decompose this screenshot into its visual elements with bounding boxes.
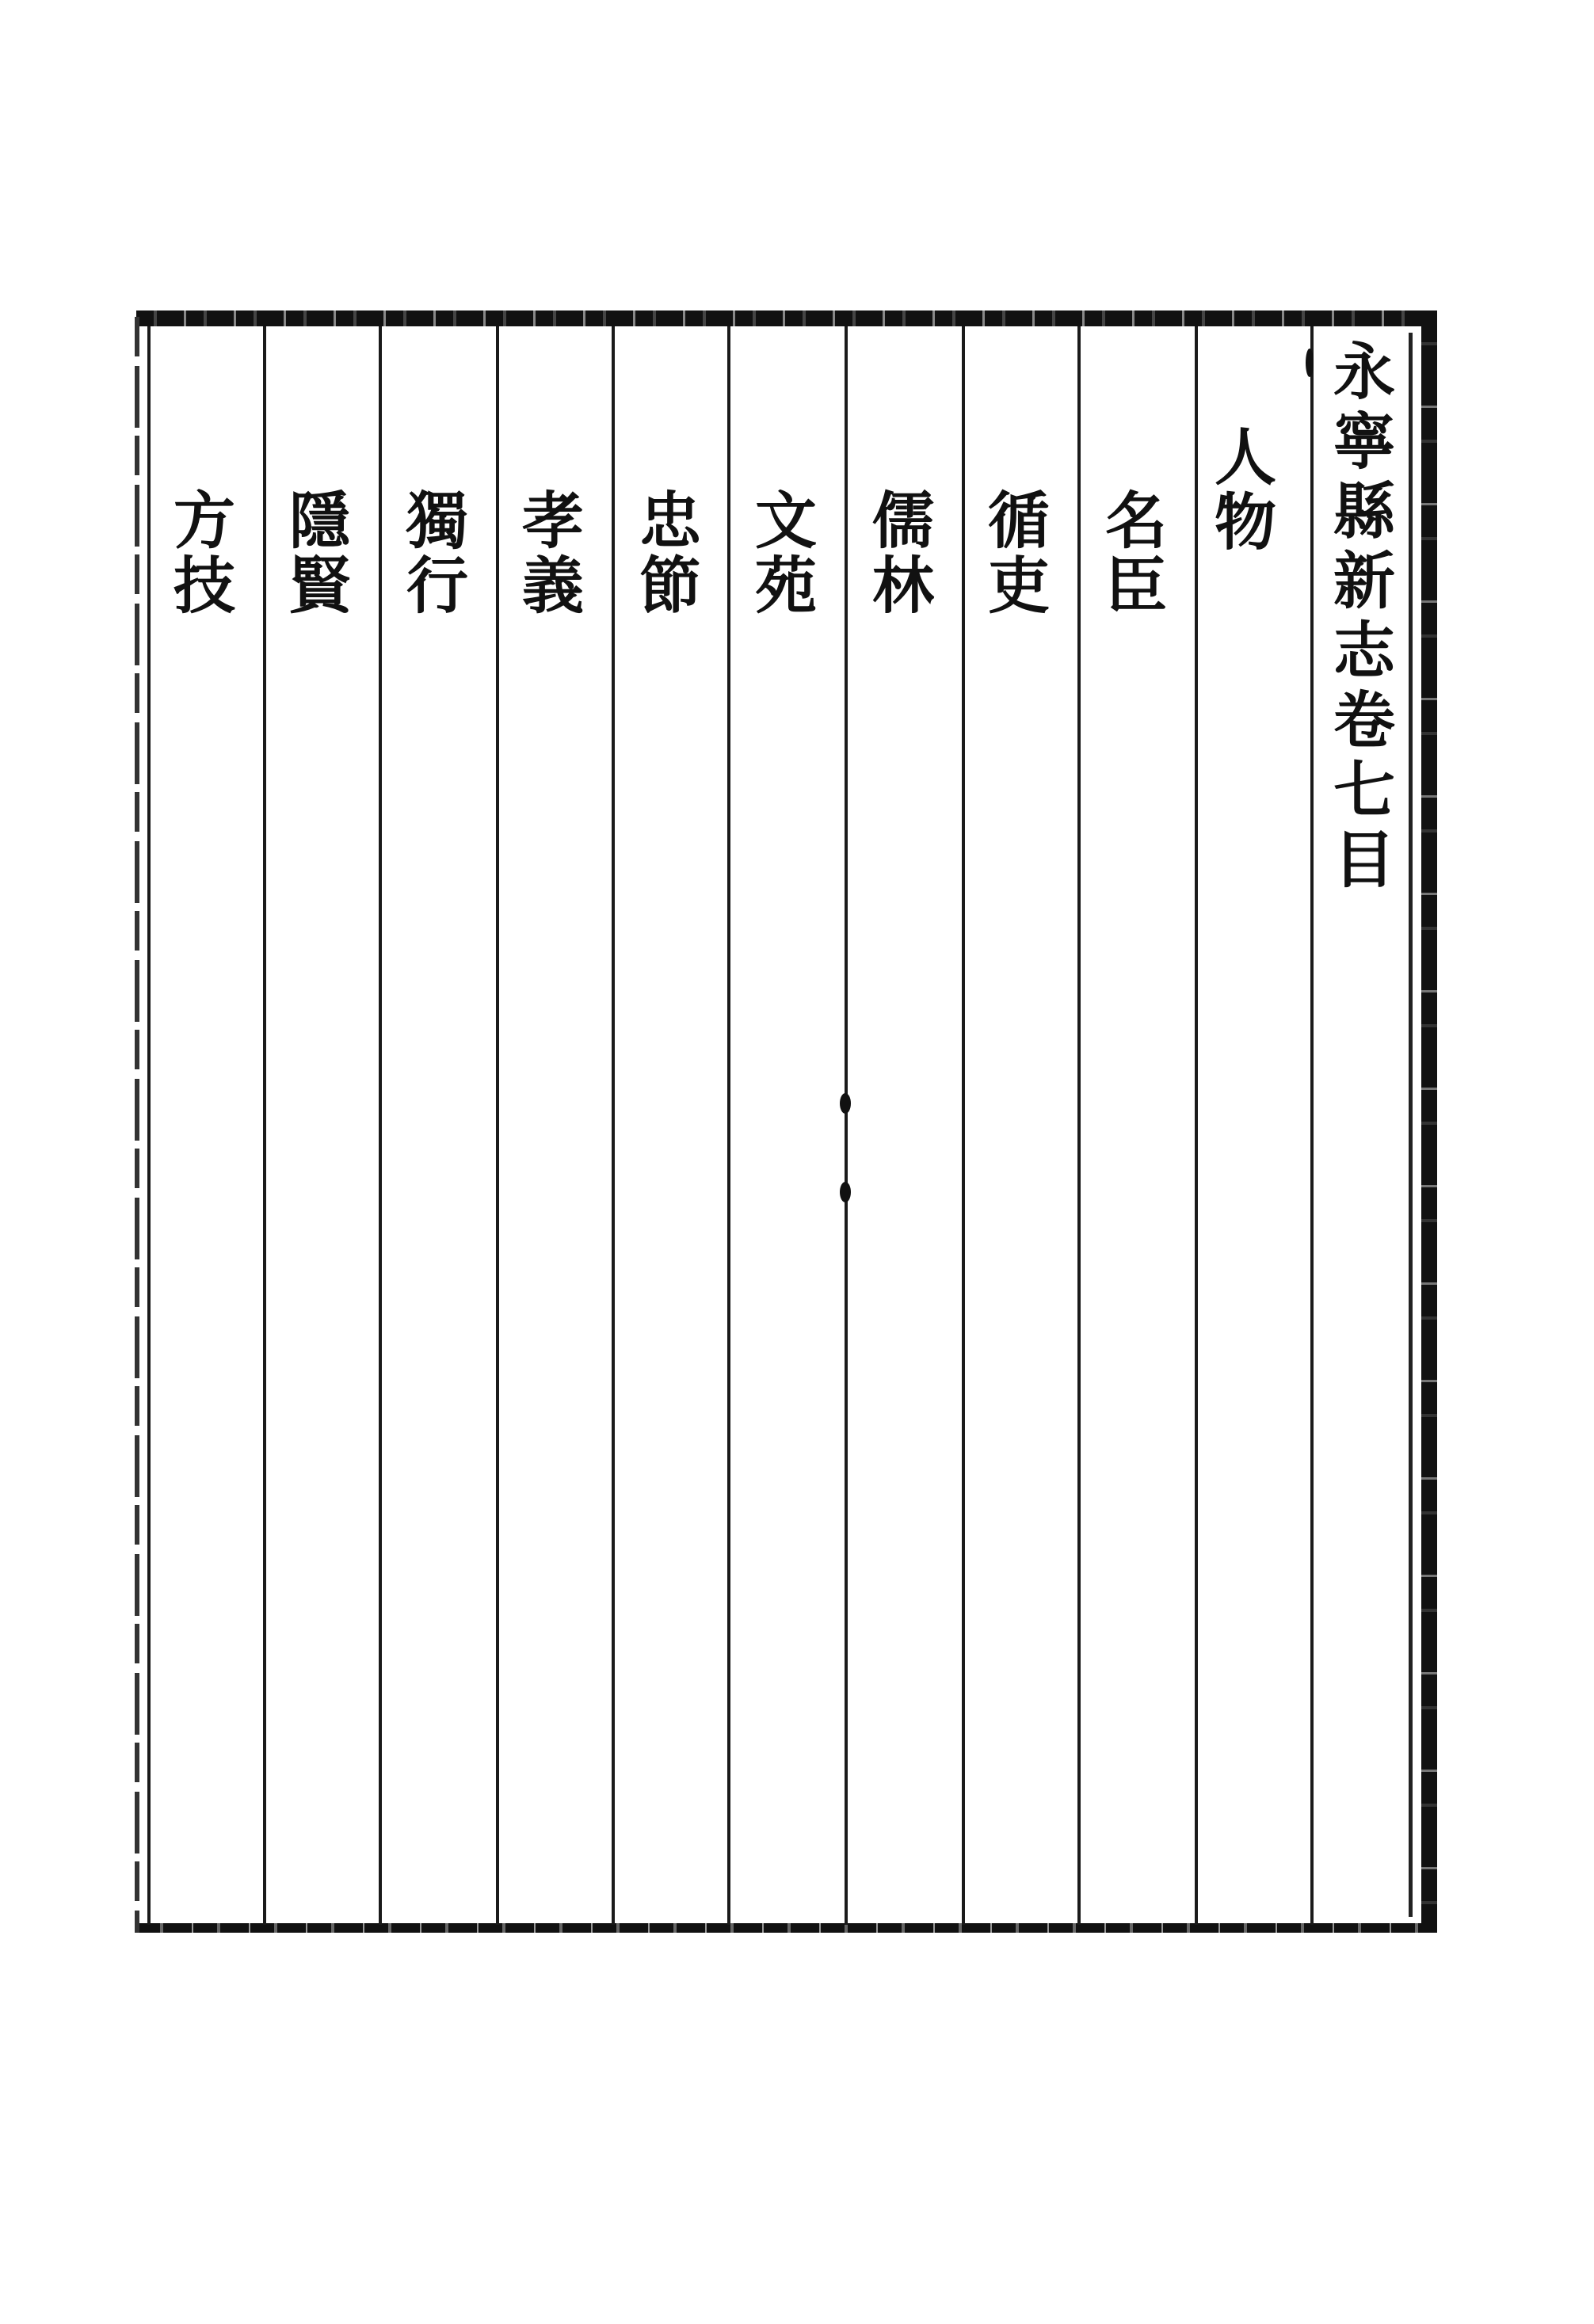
entry-item: 方技 <box>163 488 235 618</box>
column-rule <box>727 326 730 1925</box>
column-rule <box>845 326 848 1925</box>
column-rule <box>1195 326 1198 1925</box>
entry-item: 文苑 <box>745 488 817 618</box>
column-rule <box>1077 326 1081 1925</box>
entry-item: 忠節 <box>629 488 701 618</box>
frame-right-inner-border <box>1409 333 1413 1917</box>
column-rule <box>147 326 151 1925</box>
volume-title: 永寧縣新志卷七目 <box>1323 339 1395 897</box>
entry-item: 名臣 <box>1095 488 1167 618</box>
frame-bottom-border <box>136 1923 1436 1933</box>
column-rule <box>962 326 965 1925</box>
frame-left-border <box>135 317 139 1933</box>
frame-right-border <box>1421 311 1437 1933</box>
frame-top-border <box>136 311 1436 326</box>
column-rule <box>1310 326 1314 1925</box>
entry-item: 儒林 <box>862 488 934 618</box>
entry-item: 隱賢 <box>279 488 351 618</box>
fishtail-mark <box>840 1182 851 1202</box>
fishtail-mark <box>1306 349 1314 377</box>
entry-item: 獨行 <box>396 488 468 618</box>
section-heading: 人物 <box>1204 425 1276 554</box>
entry-item: 循吏 <box>978 488 1050 618</box>
column-rule <box>263 326 266 1925</box>
fishtail-mark <box>840 1093 851 1114</box>
column-rule <box>379 326 382 1925</box>
column-rule <box>496 326 499 1925</box>
entry-item: 孝義 <box>512 488 584 618</box>
column-rule <box>612 326 615 1925</box>
